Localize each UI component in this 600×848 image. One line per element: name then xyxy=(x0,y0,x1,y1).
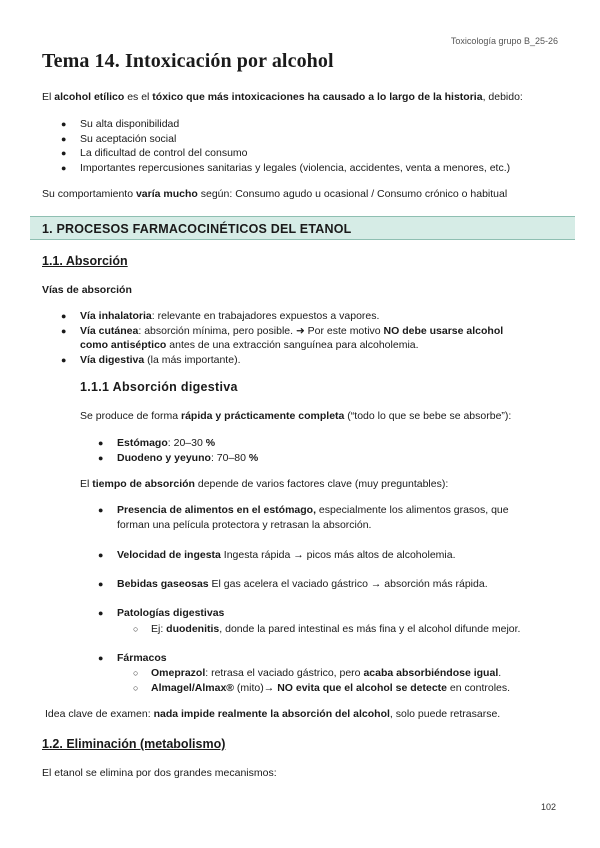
bullet-icon: ● xyxy=(61,148,67,158)
intro-paragraph: El alcohol etílico es el tóxico que más intoxicaciones ha causado a lo largo de la historia, debido: xyxy=(42,91,523,103)
circle-bullet-icon: ○ xyxy=(133,624,139,634)
factors-list xyxy=(98,577,488,592)
vias-list xyxy=(61,309,504,367)
section-heading-band xyxy=(30,216,575,240)
subsection-title-absorcion: 1.1. Absorción xyxy=(42,254,128,268)
bullet-icon: ● xyxy=(61,325,67,336)
bullet-icon: ● xyxy=(98,608,104,618)
factors-list xyxy=(98,503,509,532)
list-item: ● Importantes repercusiones sanitarias y legales (violencia, accidentes, venta a menores, etc.) xyxy=(61,161,511,174)
list-item: ○ Omeprazol: retrasa el vaciado gástrico, pero acaba absorbiéndose igual. xyxy=(133,667,502,679)
vias-title: Vías de absorción xyxy=(42,284,132,296)
intro-bullet-list xyxy=(61,117,511,175)
list-item: ○ Ej: duodenitis, donde la pared intestinal es más fina y el alcohol difunde mejor. xyxy=(133,623,521,635)
tiempo-paragraph: El tiempo de absorción depende de varios factores clave (muy preguntables): xyxy=(80,478,449,490)
list-item: ● Vía digestiva (la más importante). xyxy=(61,353,241,366)
circle-bullet-icon: ○ xyxy=(133,682,139,693)
list-item: ● Estómago: 20–30 % xyxy=(98,437,216,449)
bullet-icon: ● xyxy=(61,311,67,321)
list-item: ● Presencia de alimentos en el estómago, especialmente los alimentos grasos, que forman una película protectora y retrasan la absorción. xyxy=(98,504,509,531)
bullet-icon: ● xyxy=(61,354,67,365)
circle-bullet-icon: ○ xyxy=(133,668,139,678)
behavior-paragraph: Su comportamiento varía mucho según: Consumo agudo u ocasional / Consumo crónico o habitual xyxy=(42,188,508,200)
page-title: Tema 14. Intoxicación por alcohol xyxy=(42,50,334,72)
bullet-icon: ● xyxy=(61,133,67,144)
list-item: ● Bebidas gaseosas El gas acelera el vaciado gástrico → absorción más rápida. xyxy=(98,578,488,590)
subsubsection-title-digestiva: 1.1.1 Absorción digestiva xyxy=(80,380,238,394)
subsection-title-eliminacion: 1.2. Eliminación (metabolismo) xyxy=(42,737,226,751)
course-header: Toxicología grupo B_25-26 xyxy=(450,36,558,46)
list-item: ● Fármacos xyxy=(98,652,167,664)
section-title: 1. PROCESOS FARMACOCINÉTICOS DEL ETANOL xyxy=(42,222,352,236)
factors-list xyxy=(98,651,167,666)
eliminacion-paragraph: El etanol se elimina por dos grandes mecanismos: xyxy=(42,767,277,779)
list-item: ● Velocidad de ingesta Ingesta rápida → picos más altos de alcoholemia. xyxy=(98,549,456,561)
bullet-icon: ● xyxy=(61,162,67,173)
list-item: ● Vía cutánea: absorción mínima, pero posible. ➜ Por este motivo NO debe usarse alcohol como antiséptico antes de una extracción sanguínea para alcoholemia. xyxy=(61,324,504,351)
bullet-icon: ● xyxy=(98,653,104,663)
list-item: ● Vía inhalatoria: relevante en trabajadores expuestos a vapores. xyxy=(61,310,380,322)
list-item: ● Duodeno y yeyuno: 70–80 % xyxy=(98,451,259,464)
bullet-icon: ● xyxy=(98,452,104,463)
bullet-icon: ● xyxy=(61,119,67,129)
list-item: ○ Almagel/Almax® (mito)→ NO evita que el alcohol se detecte en controles. xyxy=(133,681,511,694)
bullet-icon: ● xyxy=(98,505,104,515)
sub-list xyxy=(133,666,511,695)
digestiva-paragraph: Se produce de forma rápida y prácticamente completa (“todo lo que se bebe se absorbe”): xyxy=(80,410,512,422)
factors-list xyxy=(98,548,456,563)
list-item: ● Su alta disponibilidad xyxy=(61,118,180,130)
bullet-icon: ● xyxy=(98,550,104,560)
factors-list xyxy=(98,606,225,621)
bullet-icon: ● xyxy=(98,438,104,448)
bullet-icon: ● xyxy=(98,579,104,589)
page-number: 102 xyxy=(540,802,556,812)
sub-list xyxy=(133,622,521,637)
list-item: ● La dificultad de control del consumo xyxy=(61,147,248,159)
organ-list xyxy=(98,436,259,465)
key-idea-paragraph: Idea clave de examen: nada impide realmente la absorción del alcohol, solo puede retrasarse. xyxy=(45,708,501,720)
list-item: ● Patologías digestivas xyxy=(98,607,225,619)
list-item: ● Su aceptación social xyxy=(61,132,177,145)
